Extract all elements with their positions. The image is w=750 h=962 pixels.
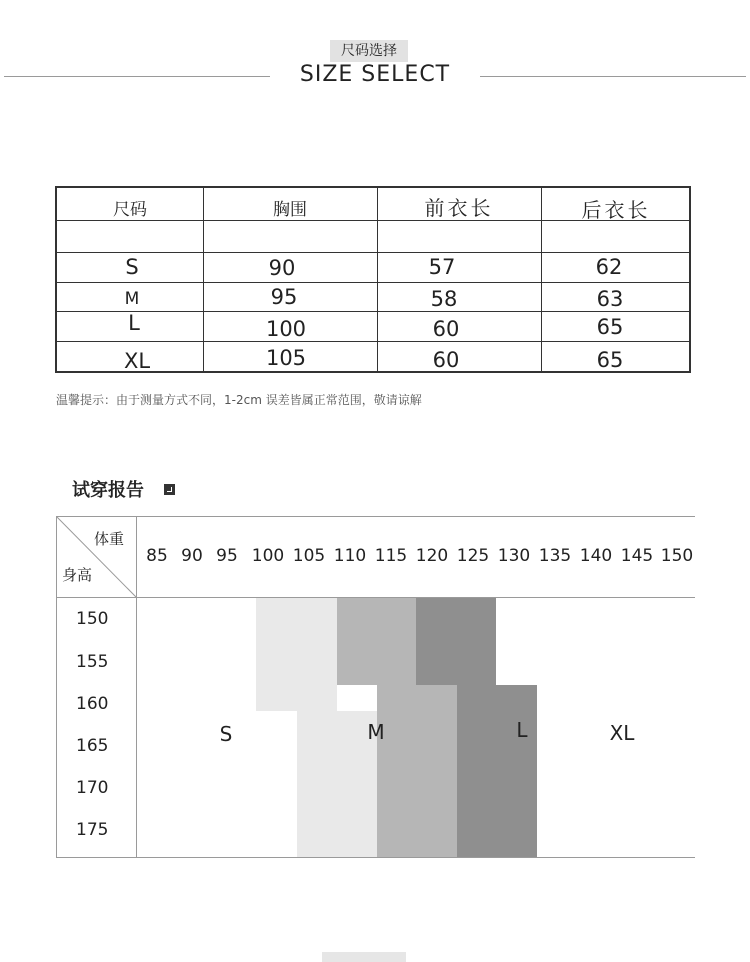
table-cell-back-length: 65 [596, 348, 624, 372]
table-header-size: 尺码 [113, 200, 147, 220]
table-cell-back-length: 62 [595, 255, 623, 279]
height-label: 150 [76, 609, 109, 629]
height-label: 155 [76, 652, 109, 672]
weight-label: 145 [620, 546, 654, 566]
size-table [55, 186, 691, 373]
table-header-chest: 胸围 [273, 200, 307, 220]
height-label: 165 [76, 736, 109, 756]
weight-label: 135 [538, 546, 572, 566]
zone-label-l: L [516, 718, 528, 742]
zone-l-dark-lower [457, 685, 537, 857]
table-cell-front-length: 60 [432, 317, 460, 341]
height-label: 170 [76, 778, 109, 798]
table-header-back-length: 后衣长 [581, 198, 651, 222]
fit-report-title: 试穿报告 [72, 480, 144, 501]
table-cell-chest: 105 [265, 346, 307, 370]
zone-m-upper [256, 598, 337, 711]
zone-label-m: M [367, 720, 385, 744]
zone-l-light-lower [377, 685, 457, 857]
table-header-front-length: 前衣长 [424, 196, 494, 220]
height-label: 175 [76, 820, 109, 840]
zone-label-s: S [219, 722, 233, 746]
table-cell-front-length: 57 [428, 255, 456, 279]
table-cell-size: S [125, 255, 139, 279]
zone-m-lower [297, 711, 377, 857]
table-cell-size: XL [123, 349, 151, 373]
weight-label: 95 [216, 546, 238, 566]
table-cell-back-length: 65 [596, 315, 624, 339]
weight-label: 140 [579, 546, 613, 566]
height-label: 160 [76, 694, 109, 714]
divider-left [4, 76, 270, 77]
weight-label: 100 [251, 546, 285, 566]
next-section-badge [322, 952, 406, 962]
measurement-tip: 温馨提示：由于测量方式不同，1-2cm 误差皆属正常范围，敬请谅解 [56, 393, 422, 407]
weight-label: 110 [333, 546, 367, 566]
table-cell-size: L [128, 311, 140, 335]
zone-l-light-upper [337, 598, 416, 685]
section-title-zh: 尺码选择 [330, 40, 408, 62]
table-cell-front-length: 60 [432, 348, 460, 372]
table-cell-chest: 95 [270, 285, 298, 309]
weight-label: 125 [456, 546, 490, 566]
zone-l-dark-upper [416, 598, 496, 685]
divider-right [480, 76, 746, 77]
weight-label: 85 [146, 546, 168, 566]
corner-label-height: 身高 [62, 566, 93, 584]
weight-label: 130 [497, 546, 531, 566]
weight-label: 90 [181, 546, 203, 566]
weight-label: 115 [374, 546, 408, 566]
weight-label: 150 [660, 546, 694, 566]
corner-label-weight: 体重 [94, 530, 125, 548]
weight-label: 120 [415, 546, 449, 566]
table-cell-front-length: 58 [430, 287, 458, 311]
fit-chart [56, 516, 695, 858]
weight-label: 105 [292, 546, 326, 566]
section-title-en: SIZE SELECT [299, 62, 451, 87]
arrow-box-icon [164, 484, 175, 495]
table-cell-chest: 100 [265, 317, 307, 341]
table-cell-chest: 90 [268, 256, 296, 280]
table-cell-back-length: 63 [596, 287, 624, 311]
zone-label-xl: XL [609, 721, 635, 745]
table-cell-size: M [124, 289, 140, 309]
